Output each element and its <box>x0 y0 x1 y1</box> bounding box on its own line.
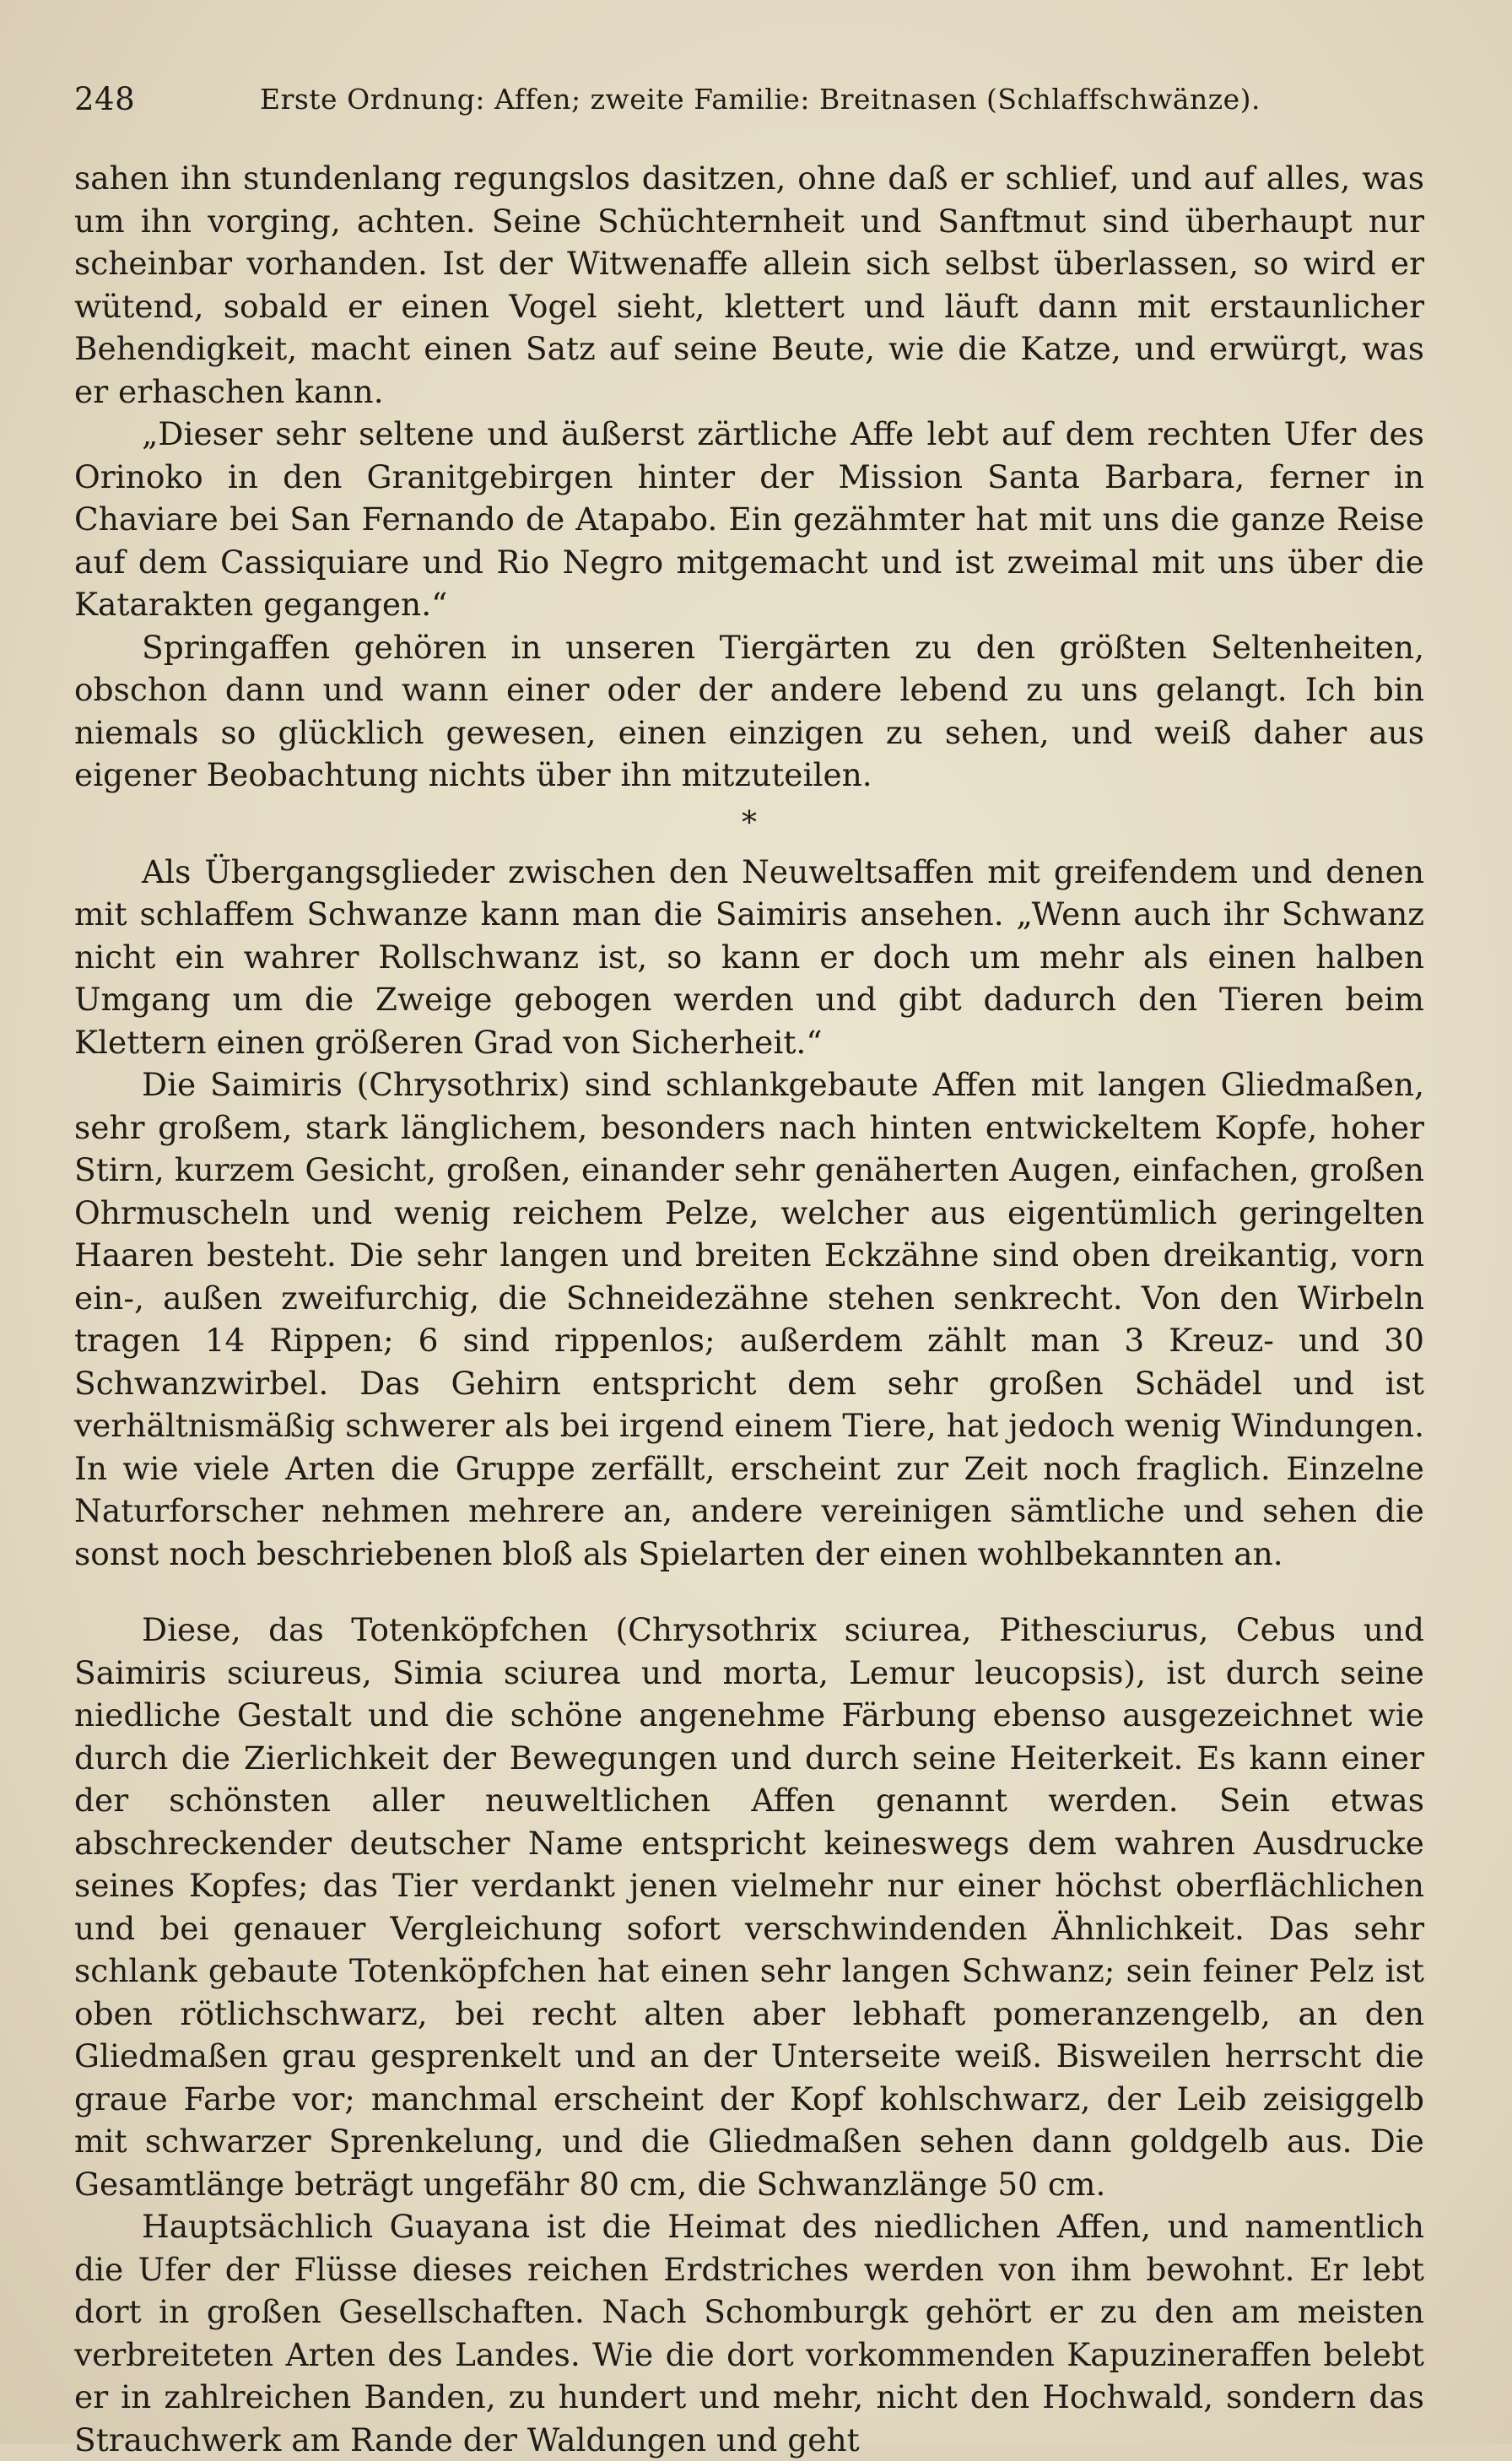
page-number: 248 <box>74 81 136 117</box>
paragraph-4: Als Übergangsglieder zwischen den Neuweltsaffen mit greifendem und denen mit schlaffem Schwanze kann man die Saimiris ansehen. „Wenn auch ihr Schwanz nicht ein wahrer Rollschwanz ist, so kann er doch um mehr als einen halben Umgang um die Zweige gebogen werden und gibt dadurch den Tieren beim Klettern einen größeren Grad von Sicherheit.“ <box>74 852 1424 1061</box>
paragraph-1: sahen ihn stundenlang regungslos dasitzen, ohne daß er schlief, und auf alles, was um ihn vorging, achten. Seine Schüchternheit und Sanftmut sind überhaupt nur scheinbar vorhanden. Ist der Witwenaffe allein sich selbst überlassen, so wird er wütend, sobald er einen Vogel sieht, klettert und läuft dann mit erstaunlicher Behendigkeit, macht einen Satz auf seine Beute, wie die Katze, und erwürgt, was er erhaschen kann. <box>74 160 1424 410</box>
paragraph-5: Die Saimiris (Chrysothrix) sind schlankgebaute Affen mit langen Gliedmaßen, sehr großem, stark länglichem, besonders nach hinten entwickeltem Kopfe, hoher Stirn, kurzem Gesicht, großen, einander sehr genäherten Augen, einfachen, großen Ohrmuscheln und wenig reichem Pelze, welcher aus eigentümlich geringelten Haaren besteht. Die sehr langen und breiten Eckzähne sind oben dreikantig, vorn ein-, außen zweifurchig, die Schneidezähne stehen senkrecht. Von den Wirbeln tragen 14 Rippen; 6 sind rippenlos; außerdem zählt man 3 Kreuz- und 30 Schwanzwirbel. Das Gehirn entspricht dem sehr großen Schädel und ist verhältnismäßig schwerer als bei irgend einem Tiere, hat jedoch wenig Windungen. In wie viele Arten die Gruppe zerfällt, erscheint zur Zeit noch fraglich. Einzelne Naturforscher nehmen mehrere an, andere vereinigen sämtliche und sehen die sonst noch beschriebenen bloß als Spielarten der einen wohlbekannten an. <box>74 1066 1424 1572</box>
paragraph-3: Springaffen gehören in unseren Tiergärten zu den größten Seltenheiten, obschon dann und wann einer oder der andere lebend zu uns gelangt. Ich bin niemals so glücklich gewesen, einen einzigen zu sehen, und weiß daher aus eigener Beobachtung nichts über ihn mitzuteilen. <box>74 628 1424 793</box>
paragraph-2-quote: „Dieser sehr seltene und äußerst zärtliche Affe lebt auf dem rechten Ufer des Orinoko in den Granitgebirgen hinter der Mission Santa Barbara, ferner in Chaviare bei San Fernando de Atapabo. Ein gezähmter hat mit uns die ganze Reise auf dem Cassiquiare und Rio Negro mitgemacht und ist zweimal mit uns über die Katarakten gegangen.“ <box>74 415 1424 623</box>
body-text <box>74 157 1424 2461</box>
page-header <box>74 81 1458 132</box>
running-head: Erste Ordnung: Affen; zweite Familie: Breitnasen (Schlaffschwänze). <box>260 83 1261 116</box>
paragraph-6: Diese, das Totenköpfchen (Chrysothrix sciurea, Pithesciurus, Cebus und Saimiris sciureus, Simia sciurea und morta, Lemur leucopsis), ist durch seine niedliche Gestalt und die schöne angenehme Färbung ebenso ausgezeichnet wie durch die Zierlichkeit der Bewegungen und durch seine Heiterkeit. Es kann einer der schönsten aller neuweltlichen Affen genannt werden. Sein etwas abschreckender deutscher Name entspricht keineswegs dem wahren Ausdrucke seines Kopfes; das Tier verdankt jenen vielmehr nur einer höchst oberflächlichen und bei genauer Vergleichung sofort verschwindenden Ähnlichkeit. Das sehr schlank gebaute Totenköpfchen hat einen sehr langen Schwanz; sein feiner Pelz ist oben rötlichschwarz, bei recht alten aber lebhaft pomeranzengelb, an den Gliedmaßen grau gesprenkelt und an der Unterseite weiß. Bisweilen herrscht die graue Farbe vor; manchmal erscheint der Kopf kohlschwarz, der Leib zeisiggelb mit schwarzer Sprenkelung, und die Gliedmaßen sehen dann goldgelb aus. Die Gesamtlänge beträgt ungefähr 80 cm, die Schwanzlänge 50 cm. <box>74 1611 1424 2203</box>
section-asterism: * <box>742 805 757 841</box>
section-gap <box>74 1575 1424 1609</box>
paragraph-7: Hauptsächlich Guayana ist die Heimat des niedlichen Affen, und namentlich die Ufer der Flüsse dieses reichen Erdstriches werden von ihm bewohnt. Er lebt dort in großen Gesellschaften. Nach Schomburgk gehört er zu den am meisten verbreiteten Arten des Landes. Wie die dort vorkommenden Kapuzineraffen belebt er in zahlreichen Banden, zu hundert und mehr, nicht den Hochwald, sondern das Strauchwerk am Rande der Waldungen und geht <box>74 2208 1424 2458</box>
